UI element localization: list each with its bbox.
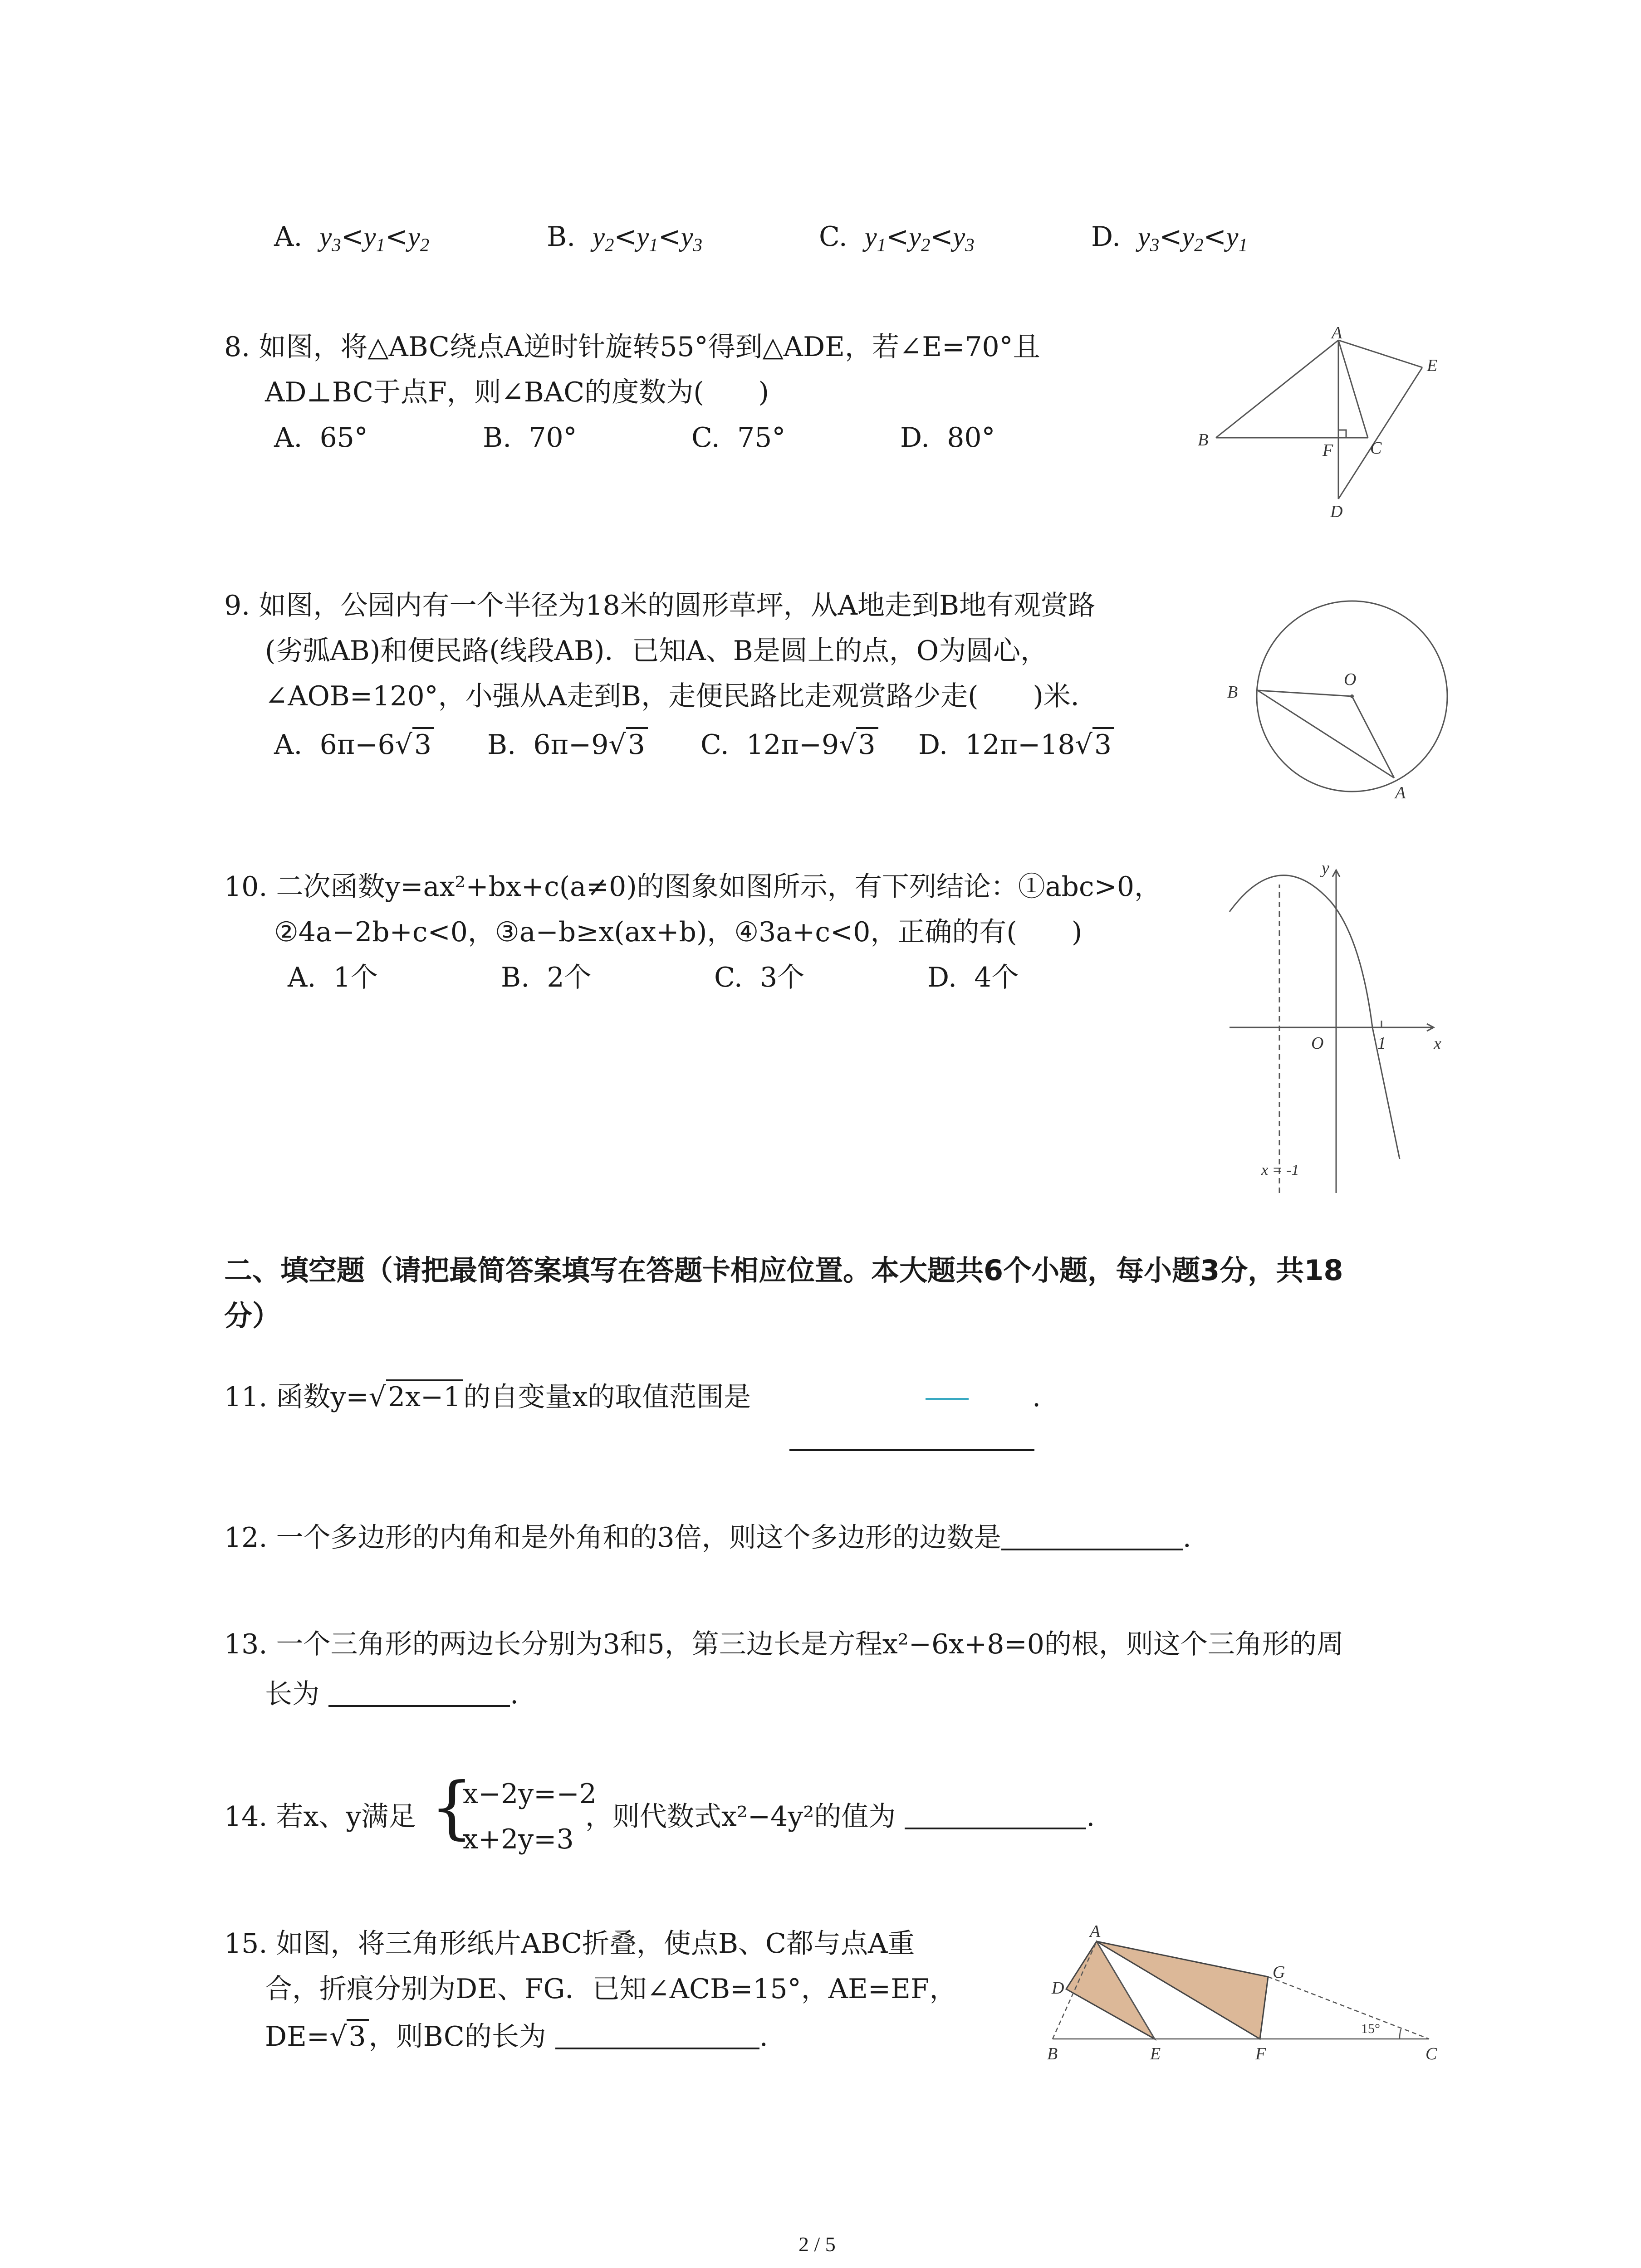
q15-line2: 合，折痕分别为DE、FG．已知∠ACB=15°，AE=EF，	[265, 1973, 957, 2005]
q10-label-1: 1	[1377, 1034, 1386, 1053]
q15-label-a: A	[1090, 1922, 1101, 1941]
q14-suffix: ，则代数式x²−4y²的值为 .	[585, 1801, 1095, 1833]
q15-label-c: C	[1425, 2044, 1437, 2063]
q9-seg-oa	[1352, 696, 1394, 778]
q15-label-d: D	[1052, 1979, 1064, 1998]
q10-option-b: B. 2个	[501, 962, 592, 993]
q8-option-b: B. 70°	[483, 422, 577, 454]
q15-label-g: G	[1273, 1963, 1285, 1982]
q9-label-b: B	[1227, 683, 1238, 702]
q7-option-d: D. $y_3<y_2<y_1$	[1091, 221, 1248, 255]
q14-answer-blank[interactable]	[905, 1805, 1086, 1829]
q13-line2: 长为 .	[265, 1678, 519, 1710]
q9-seg-ab	[1258, 690, 1394, 778]
page-number: 2 / 5	[798, 2233, 836, 2256]
q8-label-a: A	[1332, 327, 1342, 342]
q14-eq1: x−2y=−2	[463, 1778, 597, 1810]
q8-label-b: B	[1198, 430, 1209, 450]
q7-option-b: B. $y_2<y_1<y_3$	[547, 221, 703, 255]
q10-figure	[1225, 857, 1461, 1202]
q9-option-d: D. 12π−18√3	[918, 731, 1114, 758]
q10-option-a: A. 1个	[288, 962, 378, 993]
q7-option-c: C. $y_1<y_2<y_3$	[819, 221, 975, 255]
q15-line3: DE=√3 ，则BC的长为 .	[265, 2023, 768, 2050]
q14-prefix: 14. 若x、y满足	[224, 1801, 416, 1833]
q15-line1: 15. 如图，将三角形纸片ABC折叠，使点B、C都与点A重	[224, 1928, 915, 1960]
q10-line1: 10. 二次函数y=ax²+bx+c(a≠0)的图象如图所示，有下列结论：①abc>0，	[224, 871, 1161, 903]
q8-seg-ab	[1216, 340, 1338, 438]
q9-line2: (劣弧AB)和便民路(线段AB)．已知A、B是圆上的点，O为圆心，	[265, 635, 1048, 667]
q11-line: 11. 函数y=√2x−1 的自变量x的取值范围是	[224, 1383, 751, 1411]
q9-option-b: B. 6π−9√3	[487, 731, 648, 758]
q14-eq2: x+2y=3	[463, 1823, 574, 1855]
q9-seg-ob	[1258, 690, 1352, 696]
q15-seg-ac	[1268, 1977, 1429, 2039]
q11-end: .	[1032, 1381, 1041, 1413]
q9-option-a: A. 6π−6√3	[274, 731, 434, 758]
q8-option-c: C. 75°	[691, 422, 786, 454]
q8-right-angle-mark	[1338, 430, 1346, 438]
q8-figure	[1189, 327, 1461, 526]
q11-answer-blank[interactable]	[789, 1449, 1034, 1451]
q9-option-c: C. 12π−9√3	[700, 731, 878, 758]
q8-seg-ac	[1338, 340, 1368, 438]
q9-point-o	[1350, 694, 1354, 698]
q15-answer-blank[interactable]	[555, 2025, 759, 2049]
q13-answer-blank[interactable]	[328, 1682, 510, 1707]
q13-line1: 13. 一个三角形的两边长分别为3和5，第三边长是方程x²−6x+8=0的根，则这个三角形的周	[224, 1628, 1344, 1660]
q10-label-x: x	[1434, 1034, 1441, 1053]
q10-parabola	[1230, 875, 1400, 1159]
q8-label-e: E	[1427, 356, 1438, 375]
q8-label-d: D	[1330, 502, 1343, 521]
q11-teal-dash	[926, 1398, 969, 1400]
q15-label-f: F	[1255, 2044, 1266, 2063]
q15-label-b: B	[1047, 2044, 1058, 2063]
q8-line2: AD⊥BC于点F，则∠BAC的度数为( )	[265, 376, 769, 408]
q15-figure	[1034, 1919, 1452, 2068]
q10-label-y: y	[1322, 859, 1329, 878]
q9-line1: 9. 如图，公园内有一个半径为18米的圆形草坪，从A地走到B地有观赏路	[224, 590, 1096, 621]
q9-label-o: O	[1344, 670, 1357, 689]
q12-answer-blank[interactable]	[1001, 1526, 1183, 1550]
q10-label-o: O	[1311, 1034, 1324, 1053]
q8-line1: 8. 如图，将△ABC绕点A逆时针旋转55°得到△ADE，若∠E=70°且	[224, 331, 1040, 363]
q10-line2: ②4a−2b+c<0，③a−b≥x(ax+b)，④3a+c<0，正确的有( )	[274, 916, 1083, 948]
q9-figure	[1216, 594, 1461, 807]
q8-seg-ae	[1338, 340, 1422, 367]
q9-label-a: A	[1395, 783, 1406, 802]
q10-option-c: C. 3个	[714, 962, 805, 993]
q15-label-e: E	[1150, 2044, 1161, 2063]
q15-label-angle: 15°	[1361, 2021, 1380, 2036]
q10-option-d: D. 4个	[927, 962, 1019, 993]
section2-heading-line2: 分）	[224, 1299, 281, 1332]
q8-label-c: C	[1370, 439, 1382, 458]
q8-label-f: F	[1323, 441, 1333, 460]
section2-heading-line1: 二、填空题（请把最简答案填写在答题卡相应位置。本大题共6个小题，每小题3分，共18	[224, 1254, 1343, 1287]
q8-option-a: A. 65°	[274, 422, 368, 454]
q7-option-a: A. $y_3<y_1<y_2$	[274, 221, 430, 255]
q12-line: 12. 一个多边形的内角和是外角和的3倍，则这个多边形的边数是 .	[224, 1522, 1191, 1554]
q9-line3: ∠AOB=120°，小强从A走到B，走便民路比走观赏路少走( )米．	[265, 680, 1098, 712]
q14-brace: {	[430, 1768, 474, 1847]
q8-option-d: D. 80°	[900, 422, 995, 454]
q15-angle-arc	[1400, 2029, 1401, 2039]
q10-label-axis: x = -1	[1261, 1162, 1299, 1178]
q8-seg-de	[1338, 367, 1422, 499]
